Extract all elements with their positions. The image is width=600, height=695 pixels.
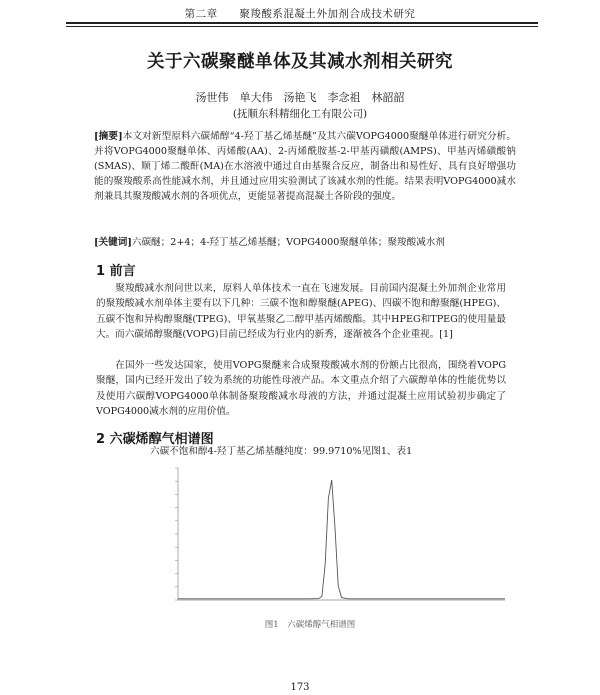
abstract (94, 130, 516, 205)
article-title: 关于六碳聚醚单体及其减水剂相关研究 (147, 52, 453, 72)
book-title: 聚羧酸系混凝土外加剂合成技术研究 (239, 8, 416, 20)
body-paragraph: 在国外一些发达国家，使用VOPG聚醚来合成聚羧酸减水剂的份额占比很高，围绕着VOPG聚醚，国内已经开发出了较为系统的功能性母液产品。本文重点介绍了六碳醇单体的性能优势以及使用六碳醇VOPG4000单体制备聚羧酸减水母液的方法，并通过混凝土应用试验初步确定了VOPG4000减水剂的应用价值。 (96, 360, 506, 417)
chromatogram-trace (178, 480, 505, 599)
author-list: 汤世伟 单大伟 汤艳飞 李念祖 林韶韶 (195, 91, 405, 104)
figure-caption: 图1 六碳烯醇气相谱图 (264, 620, 356, 630)
chromatogram-figure (160, 460, 520, 610)
header-rule-thin (66, 26, 538, 27)
section-heading-chromatogram: 2 六碳烯醇气相谱图 (96, 432, 214, 447)
keywords-label: [关键词] (94, 237, 132, 248)
body-paragraph: 聚羧酸减水剂问世以来，原料人单体技术一直在飞速发展。目前国内混凝土外加剂企业常用的聚羧酸减水剂单体主要有以下几种：三碳不饱和醇聚醚(APEG)、四碳不饱和醇聚醚(HPEG)、五碳不饱和异构醇聚醚(TPEG)、甲氧基聚乙二醇甲基丙烯酸酯。其中HPEG和TPEG的使用量最大。而六碳烯醇聚醚(VOPG)目前已经成为行业内的新秀，逐渐被各个企业重视。[1] (96, 283, 506, 340)
chapter-label: 第二章 (184, 8, 218, 20)
page-number: 173 (290, 682, 310, 693)
keywords (94, 235, 516, 250)
running-header (60, 6, 540, 21)
keywords-text: 六碳醚；2+4；4-羟丁基乙烯基醚；VOPG4000聚醚单体；聚羧酸减水剂 (131, 237, 445, 248)
chromatogram-chart (160, 460, 520, 610)
section-heading-introduction: 1 前言 (96, 264, 136, 279)
body-paragraph: 六碳不饱和醇4-羟丁基乙烯基醚纯度：99.9710%见图1、表1 (150, 446, 413, 457)
affiliation: (抚顺东科精细化工有限公司) (232, 108, 368, 120)
abstract-text: 本文对新型原料六碳烯醇“4-羟丁基乙烯基醚”及其六碳VOPG4000聚醚单体进行研究分析。并将VOPG4000聚醚单体、丙烯酸(AA)、2-丙烯酰胺基-2-甲基丙磺酸(AMPS)、甲基丙烯磺酸钠(SMAS)、顺丁烯二酸酐(MA)在水溶液中通过自由基聚合反应，制备出和易性好、具有良好增强功能的聚羧酸系高性能减水剂，并且通过应用实验测试了该减水剂的性能。结果表明VOPG4000减水剂兼具其聚羧酸减水剂的各项优点，更能显著提高混凝土各阶段的强度。 (94, 131, 516, 202)
abstract-label: [摘要] (94, 131, 123, 142)
header-rule (66, 22, 538, 24)
